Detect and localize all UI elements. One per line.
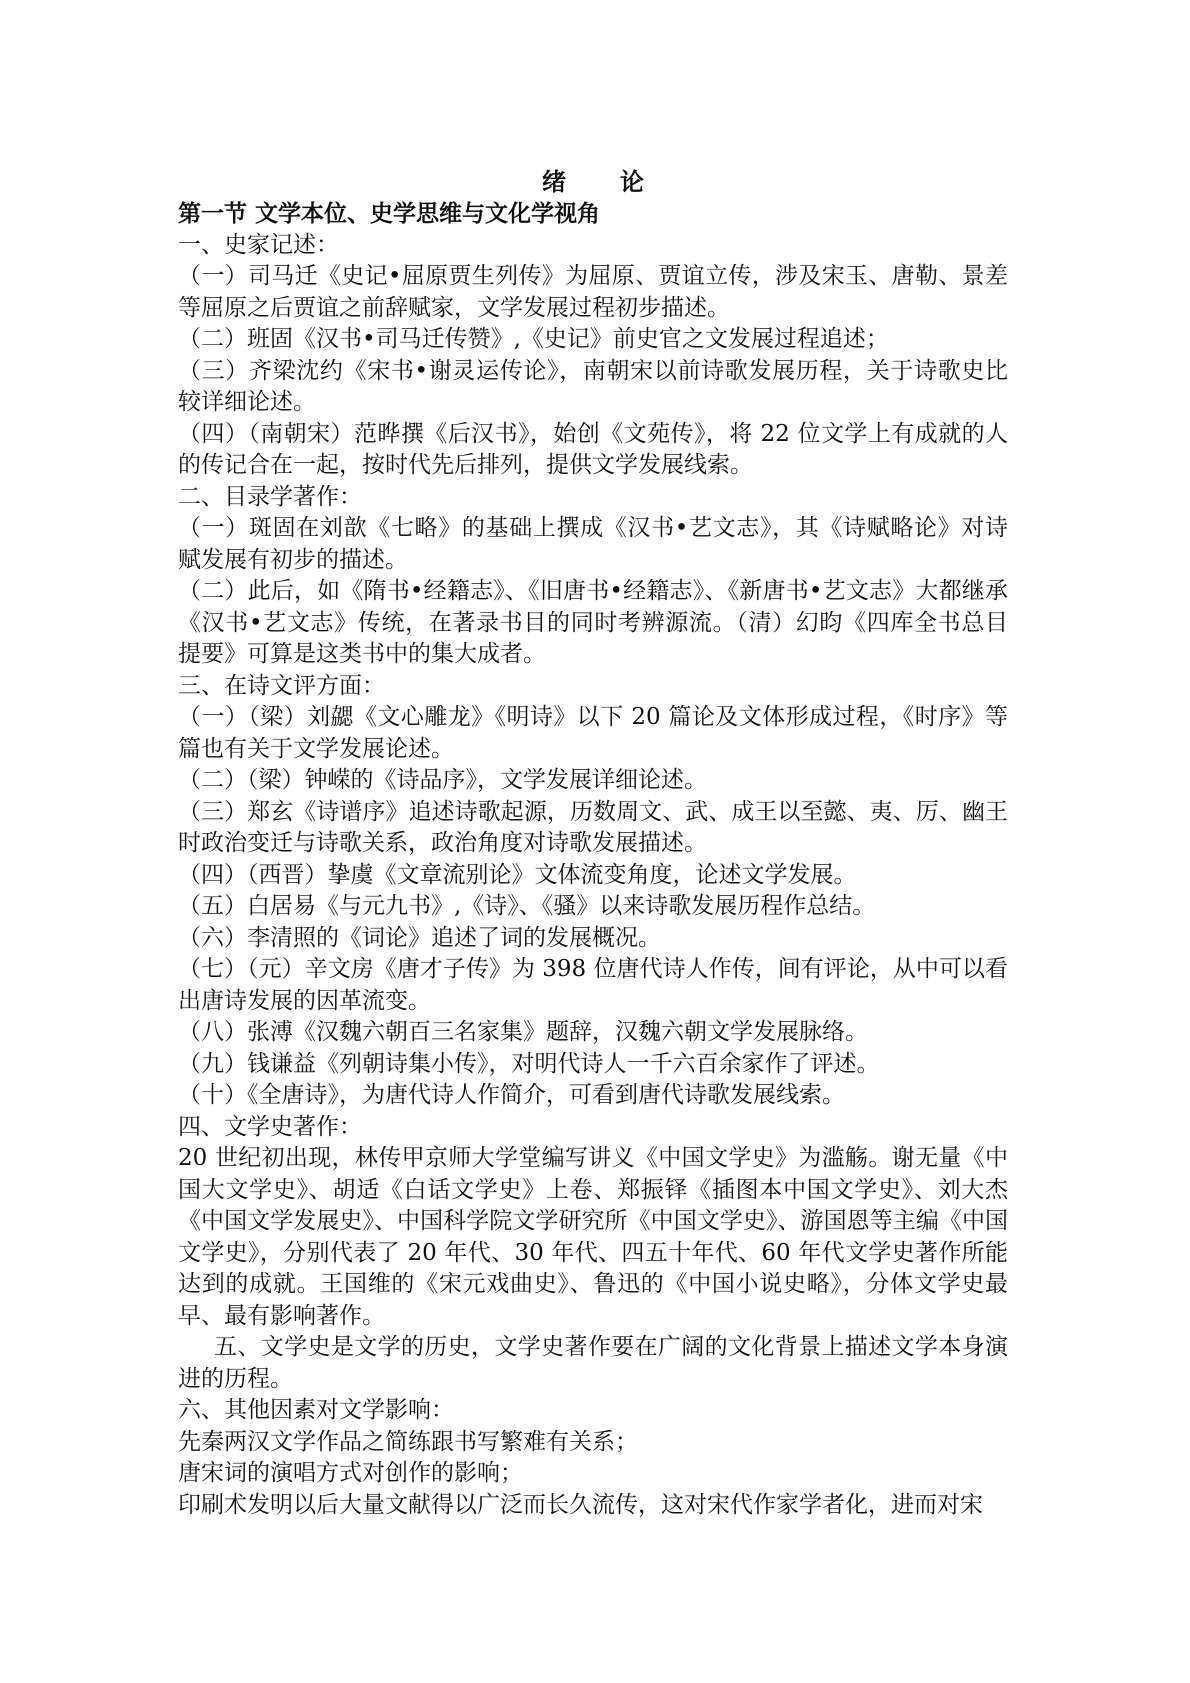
part-heading: 四、文学史著作： [178, 1113, 362, 1140]
page-title: 绪论 [542, 167, 698, 196]
list-item: （一）斑固在刘歆《七略》的基础上撰成《汉书•艺文志》，其《诗赋略论》对诗赋发展有初步的描述。 [178, 515, 1008, 573]
list-item: （三）郑玄《诗谱序》追述诗歌起源，历数周文、武、成王以至懿、夷、厉、幽王时政治变迁与诗歌关系，政治角度对诗歌发展描述。 [178, 798, 1008, 856]
list-item: （九）钱谦益《列朝诗集小传》，对明代诗人一千六百余家作了评述。 [178, 1050, 880, 1077]
list-item: （二）班固《汉书•司马迁传赞》,《史记》前史官之文发展过程追述； [178, 326, 889, 352]
section-title: 第一节 文学本位、史学思维与文化学视角 [178, 200, 601, 227]
paragraph: 20 世纪初出现，林传甲京师大学堂编写讲义《中国文学史》为滥觞。谢无量《中国大文学史》、胡适《白话文学史》上卷、郑振铎《插图本中国文学史》、刘大杰《中国文学发展史》、中国科学院文学研究所《中国文学史》、游国恩等主编《中国文学史》，分别代表了 20 年代、30 年代、四五十年代、60 年代文学史著作所能达到的成就。王国维的《宋元戏曲史》、鲁迅的《中国小说史略》，分体文学史最早、最有影响著作。 [178, 1145, 1008, 1329]
list-item: （七）（元）辛文房《唐才子传》为 398 位唐代诗人作传，间有评论，从中可以看 出唐诗发展的因革流变。 [178, 956, 1008, 1014]
paragraph: 五、文学史是文学的历史，文学史著作要在广阔的文化背景上描述文学本身演进的历程。 [178, 1334, 1008, 1392]
list-item: （六）李清照的《词论》追述了词的发展概况。 [178, 924, 661, 951]
list-item: （三）齐梁沈约《宋书•谢灵运传论》，南朝宋以前诗歌发展历程，关于诗歌史比较详细论述。 [178, 357, 1008, 415]
list-item: （一）司马迁《史记•屈原贾生列传》为屈原、贾谊立传，涉及宋玉、唐勒、景差等屈原之后贾谊之前辞赋家，文学发展过程初步描述。 [178, 263, 1008, 321]
list-item: （二）此后，如《隋书•经籍志》、《旧唐书•经籍志》、《新唐书•艺文志》大都继承《汉书•艺文志》传统，在著录书目的同时考辨源流。（清）幻昀《四库全书总目提要》可算是这类书中的集大成者。 [178, 578, 1008, 667]
list-item: （八）张溥《汉魏六朝百三名家集》题辞，汉魏六朝文学发展脉络。 [178, 1019, 868, 1045]
list-item: （二）（梁）钟嵘的《诗品序》，文学发展详细论述。 [178, 767, 707, 793]
list-item: （五）白居易《与元九书》,《诗》、《骚》以来诗歌发展历程作总结。 [178, 893, 876, 919]
list-item: （一）（梁）刘勰《文心雕龙》《明诗》以下 20 篇论及文体形成过程，《时序》等篇也有关于文学发展论述。 [178, 704, 1008, 762]
part-heading: 三、在诗文评方面： [178, 672, 385, 699]
document-body [178, 166, 1008, 1521]
part-heading: 一、史家记述： [178, 231, 339, 258]
list-item: （四）（西晋）挚虞《文章流别论》文体流变角度，论述文学发展。 [178, 861, 857, 888]
list-item: 印刷术发明以后大量文献得以广泛而长久流传，这对宋代作家学者化，进而对宋 [178, 1491, 983, 1518]
list-item: 先秦两汉文学作品之简练跟书写繁难有关系； [178, 1428, 638, 1455]
part-heading: 二、目录学著作： [178, 483, 362, 510]
list-item: （十）《全唐诗》，为唐代诗人作简介，可看到唐代诗歌发展线索。 [178, 1082, 845, 1108]
list-item: （四）（南朝宋）范晔撰《后汉书》，始创《文苑传》，将 22 位文学上有成就的人的传记合在一起，按时代先后排列，提供文学发展线索。 [178, 420, 1008, 478]
list-item: 唐宋词的演唱方式对创作的影响； [178, 1460, 523, 1486]
part-heading: 六、其他因素对文学影响： [178, 1397, 454, 1423]
